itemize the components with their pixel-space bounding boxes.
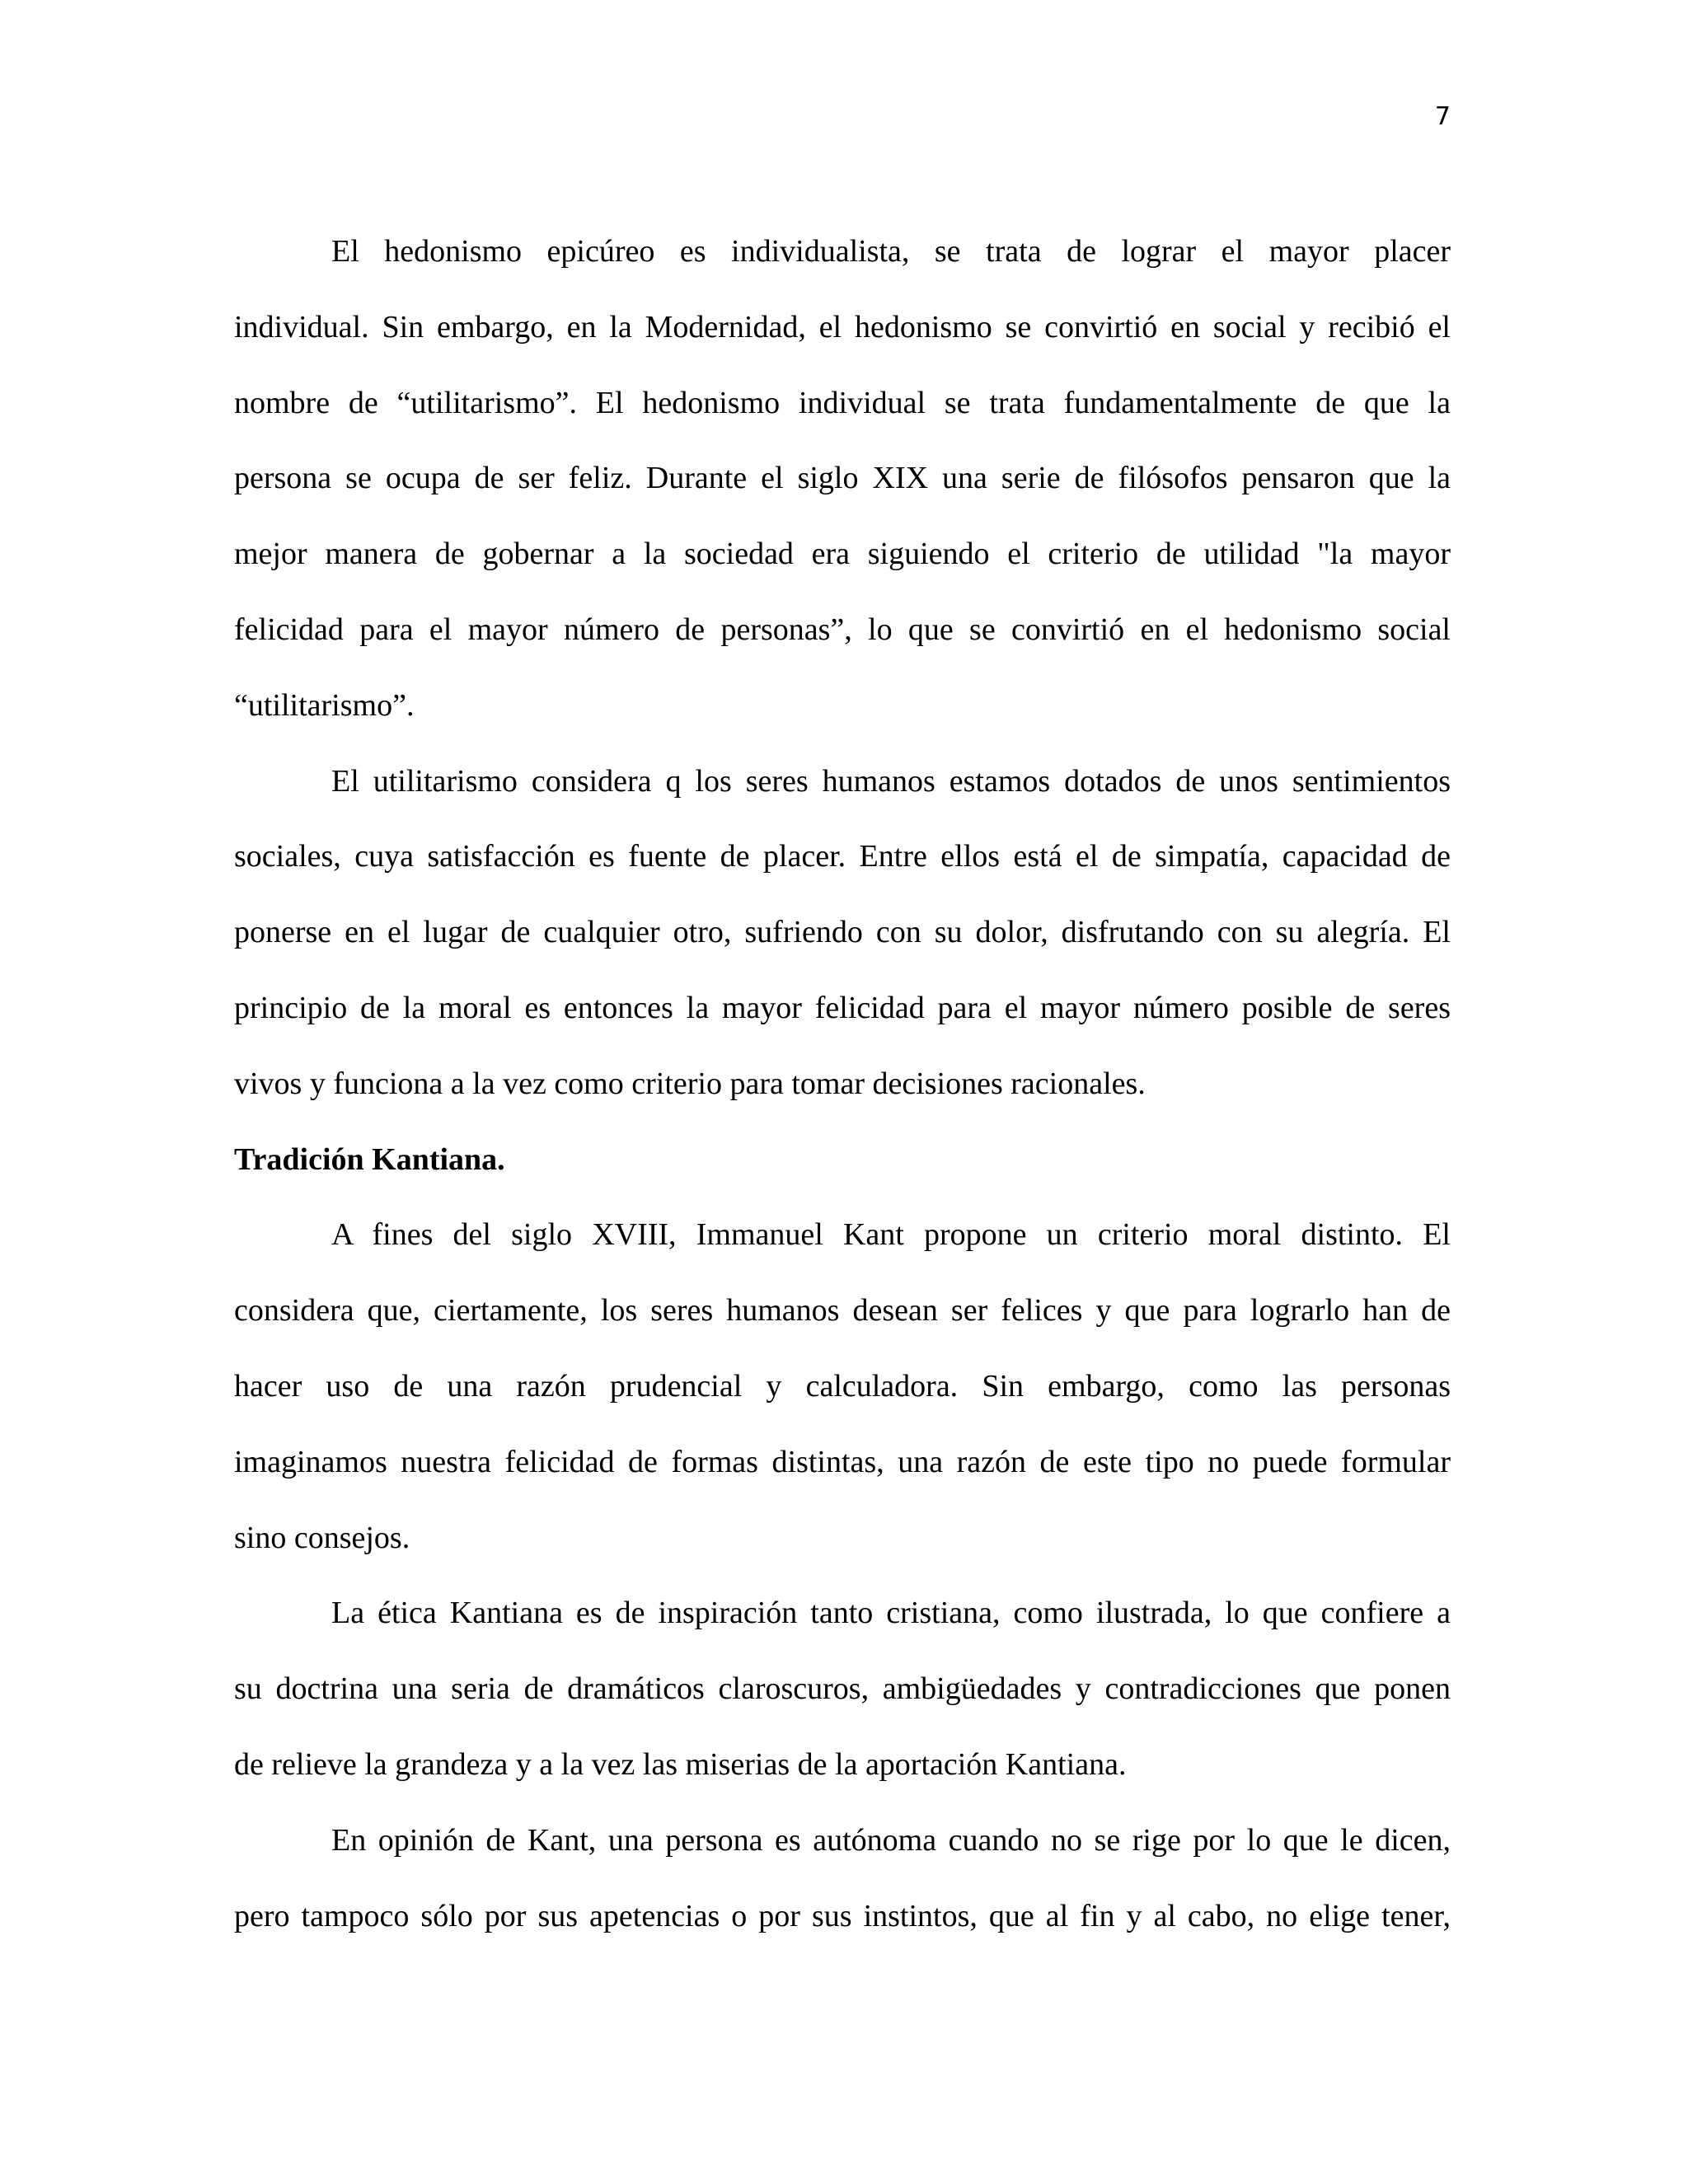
text-line: vivos y funciona a la vez como criterio para tomar decisiones racionales. bbox=[234, 1066, 1146, 1101]
text-line: El utilitarismo considera q los seres humanos estamos dotados de unos sentimientos bbox=[331, 763, 1451, 799]
text-line: pero tampoco sólo por sus apetencias o por sus instintos, que al fin y al cabo, no elige tener, bbox=[234, 1898, 1451, 1933]
text-line: “utilitarismo”. bbox=[234, 687, 415, 723]
text-line: La ética Kantiana es de inspiración tanto cristiana, como ilustrada, lo que confiere a bbox=[331, 1596, 1451, 1631]
text-line: de relieve la grandeza y a la vez las miserias de la aportación Kantiana. bbox=[234, 1746, 1127, 1782]
text-line: nombre de “utilitarismo”. El hedonismo individual se trata fundamentalmente de que la bbox=[234, 385, 1451, 420]
section-heading: Tradición Kantiana. bbox=[234, 1141, 505, 1177]
text-line: su doctrina una seria de dramáticos claroscuros, ambigüedades y contradicciones que ponen bbox=[234, 1671, 1451, 1707]
text-line: En opinión de Kant, una persona es autónoma cuando no se rige por lo que le dicen, bbox=[331, 1822, 1451, 1858]
text-line: principio de la moral es entonces la mayor felicidad para el mayor número posible de seres bbox=[234, 990, 1451, 1025]
text-line: ponerse en el lugar de cualquier otro, sufriendo con su dolor, disfrutando con su alegría. El bbox=[234, 915, 1451, 950]
text-line: hacer uso de una razón prudencial y calculadora. Sin embargo, como las personas bbox=[234, 1368, 1451, 1404]
page-number: 7 bbox=[1434, 102, 1451, 131]
text-line: A fines del siglo XVIII, Immanuel Kant propone un criterio moral distinto. El bbox=[331, 1217, 1451, 1253]
text-line: El hedonismo epicúreo es individualista, se trata de lograr el mayor placer bbox=[331, 234, 1451, 269]
text-line: mejor manera de gobernar a la sociedad era siguiendo el criterio de utilidad "la mayor bbox=[234, 537, 1451, 572]
document-body bbox=[234, 214, 1451, 1954]
text-line: persona se ocupa de ser feliz. Durante el siglo XIX una serie de filósofos pensaron que la bbox=[234, 461, 1451, 496]
text-line: imaginamos nuestra felicidad de formas distintas, una razón de este tipo no puede formular bbox=[234, 1444, 1451, 1479]
text-line: considera que, ciertamente, los seres humanos desean ser felices y que para lograrlo han de bbox=[234, 1293, 1451, 1329]
text-line: sociales, cuya satisfacción es fuente de placer. Entre ellos está el de simpatía, capacidad de bbox=[234, 839, 1451, 874]
text-line: sino consejos. bbox=[234, 1520, 410, 1555]
text-line: felicidad para el mayor número de personas”, lo que se convirtió en el hedonismo social bbox=[234, 612, 1451, 647]
text-line: individual. Sin embargo, en la Modernidad, el hedonismo se convirtió en social y recibió el bbox=[234, 309, 1451, 344]
